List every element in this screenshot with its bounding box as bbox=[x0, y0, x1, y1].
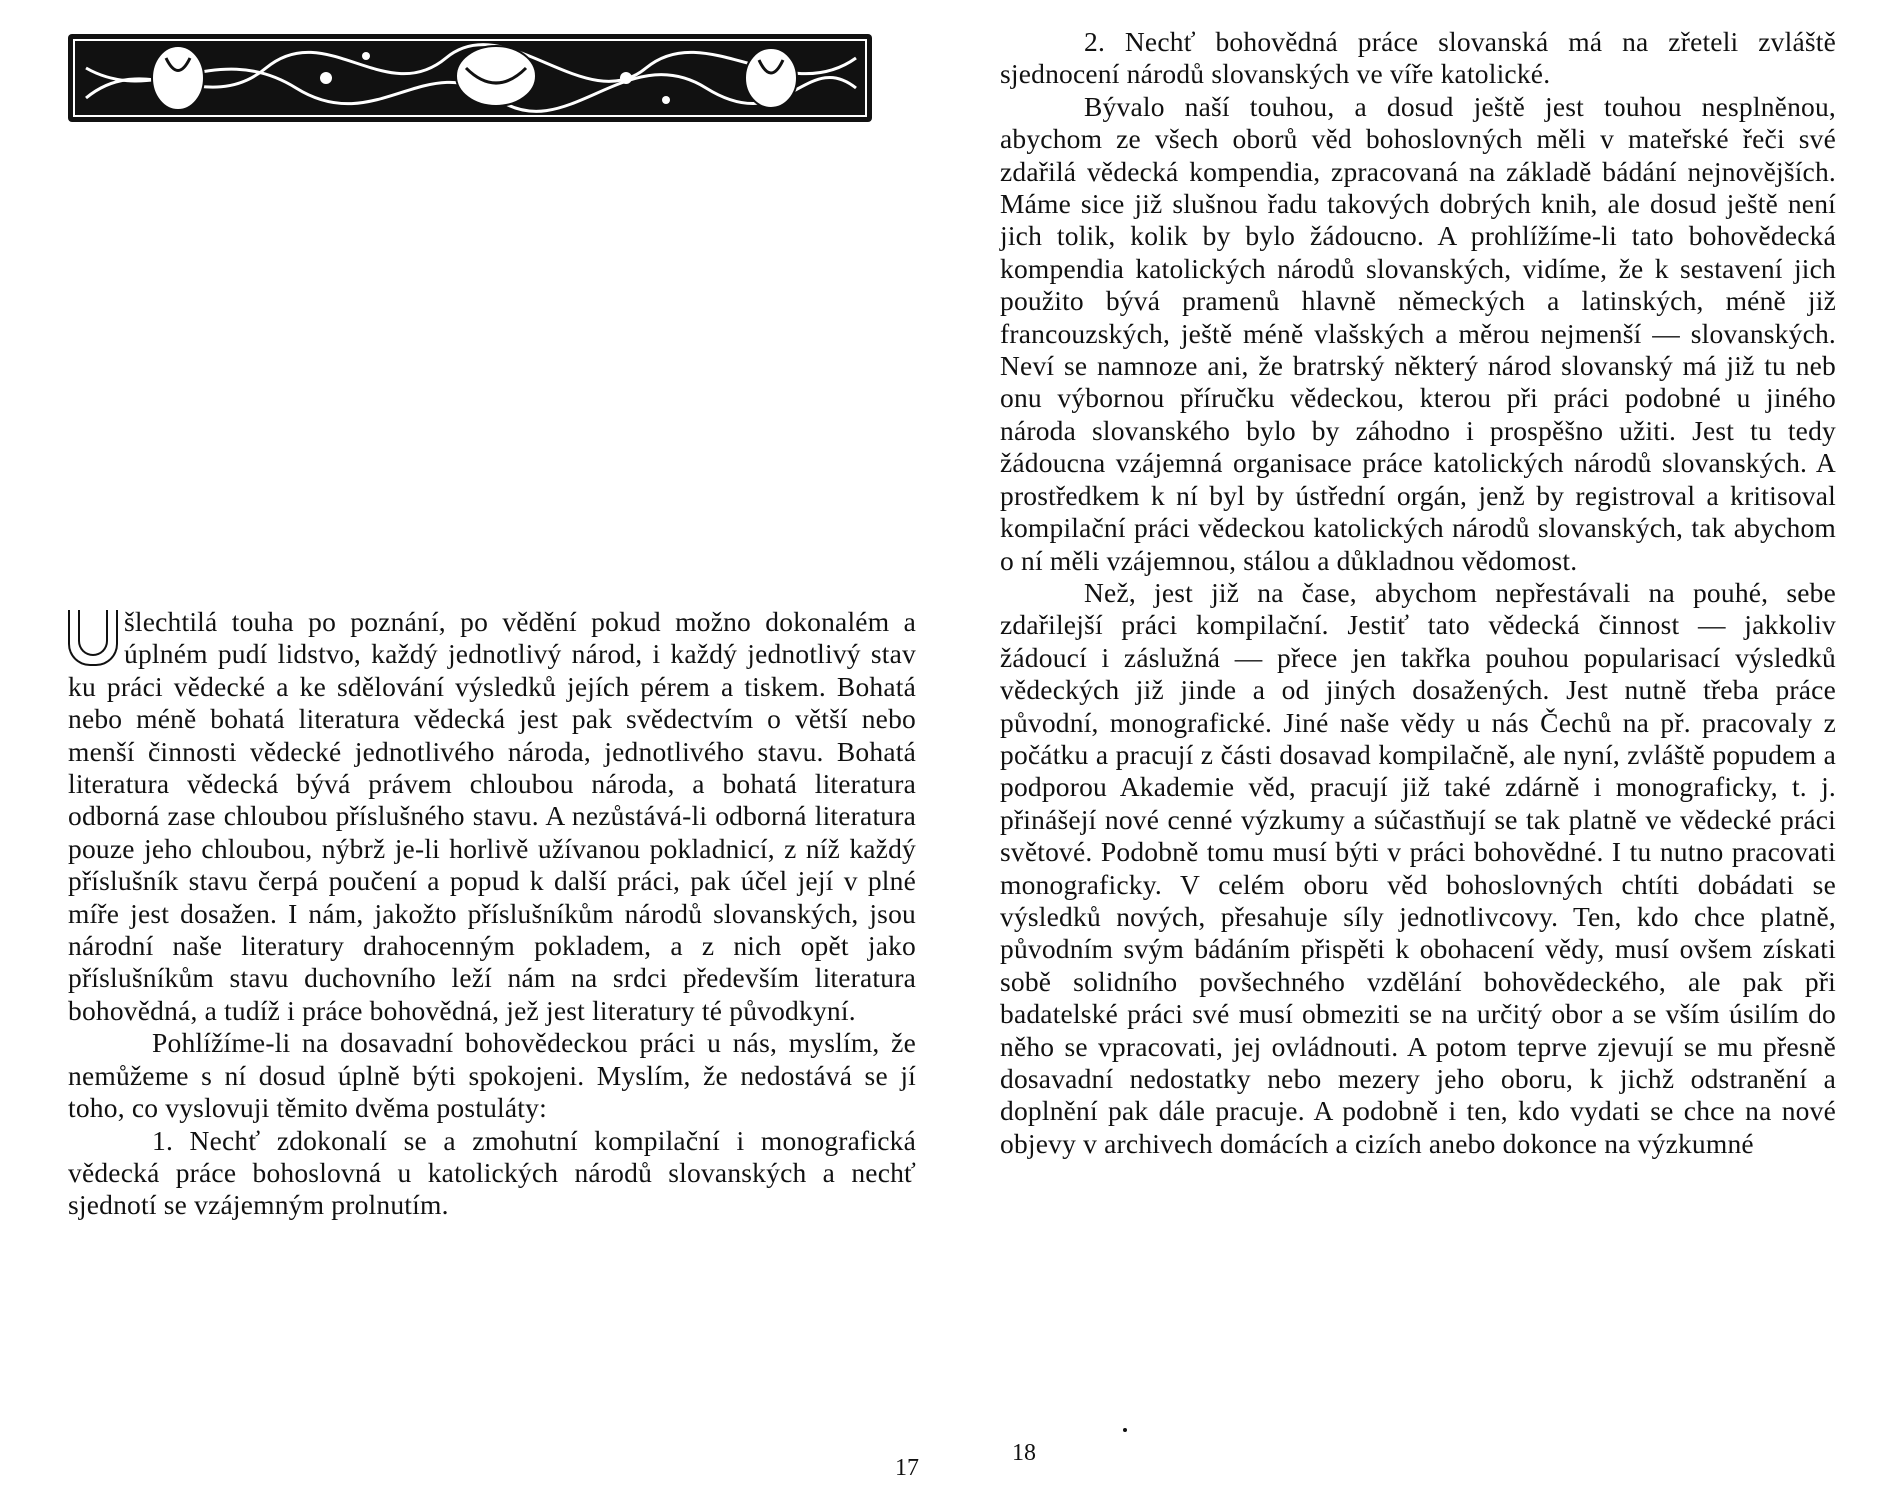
paragraph: šlechtilá touha po poznání, po vědění pokud možno dokonalém a úplném pudí lidstvo, každý jednotlivý národ, i každý jednotlivý stav ku práci vědecké a ke sdělování výsledků jejích pérem a tiskem. Bohatá nebo méně bohatá literatura vědecká jest pak svědectvím o větší nebo menší činnosti vědecké jednotlivého národa, jednotlivého stavu. Bohatá literatura vědecká bývá právem chloubou národa, a bohatá literatura odborná zase chloubou příslušného stavu. A nezůstává-li odborná literatura pouze jeho chloubou, nýbrž je-li horlivě užívanou pokladnicí, z níž každý příslušník stavu čerpá poučení a popud k další práci, pak účel její v plné míře jest dosažen. I nám, jakožto příslušníkům národů slovanských, jsou národní naše literatury drahocenným pokladem, a z nich opět jako příslušníkům stavu duchovního leží nám na srdci především literatura bohovědná, a tudíž i práce bohovědná, jež jest literatury té původkyní. bbox=[68, 606, 916, 1026]
print-speck bbox=[1123, 1428, 1127, 1432]
floral-headpiece-ornament bbox=[66, 28, 874, 128]
right-page bbox=[952, 0, 1904, 1500]
paragraph: Bývalo naší touhou, a dosud ještě jest touhou nesplněnou, abychom ze všech oborů věd bohoslovných měli v mateřské řeči své zdařilá vědecká kompendia, zpracovaná na základě bádání nejnovějších. Máme sice již slušnou řadu takových dobrých knih, ale dosud ještě není jich tolik, kolik by bylo žádoucno. A prohlížíme-li tato bohovědecká kompendia katolických národů slovanských, vidíme, že k sestavení jich použito bývá pramenů hlavně německých a latinských, méně již francouzských, ještě méně vlašských a měrou nejmenší — slovanských. Neví se namnoze ani, že bratrský některý národ slovanský má již tu neb onu výbornou příručku vědeckou, kterou při práci podobné u jiného národa slovanského bylo by záhodno i prospěšno užiti. Jest tu tedy žádoucna vzájemná organisace práce katolických národů slovanských. A prostředkem k ní byl by ústřední orgán, jenž by registroval a kritisoval kompilační práci vědeckou katolických národů slovanských, tak abychom o ní měli vzájemnou, stálou a důkladnou vědomost. bbox=[1000, 90, 1836, 576]
page-number: 18 bbox=[1012, 1440, 1036, 1466]
paragraph: 2. Nechť bohovědná práce slovanská má na zřeteli zvláště sjednocení národů slovanských ve víře katolické. bbox=[1000, 26, 1836, 90]
right-text-column bbox=[1000, 26, 1836, 1160]
drop-cap-ornament bbox=[68, 610, 118, 666]
paragraph: Pohlížíme-li na dosavadní bohovědeckou práci u nás, myslím, že nemůžeme s ní dosud úplně býti spokojeni. Myslím, že nedostává se jí toho, co vyslovuji těmito dvěma postuláty: bbox=[68, 1027, 916, 1124]
paragraph: 1. Nechť zdokonalí se a zmohutní kompilační i monografická vědecká práce bohoslovná u katolických národů slovanských a nechť sjednotí se vzájemným prolnutím. bbox=[68, 1124, 916, 1221]
page-number: 17 bbox=[895, 1455, 919, 1481]
paragraph: Než, jest již na čase, abychom nepřestávali na pouhé, sebe zdařilejší práci kompilační. Jestiť tato vědecká činnost — jakkoliv žádoucí i záslužná — přece jen takřka pouhou popularisací výsledků vědeckých již jinde a od jiných dosažených. Jest nutně třeba práce původní, monografické. Jiné naše vědy u nás Čechů na př. pracovaly z počátku a pracují z části dosavad kompilačně, ale nyní, zvláště popudem a podporou Akademie věd, pracují již také zdárně i monograficky, t. j. přinášejí nové cenné výzkumy a súčastňují se tak platně ve vědecké práci světové. Podobně tomu musí býti v práci bohovědné. I tu nutno pracovati monograficky. V celém oboru věd bohoslovných chtíti dobádati se výsledků nových, přesahuje síly jednotlivcovy. Ten, kdo chce platně, původním svým bádáním přispěti k obohacení vědy, musí ovšem získati sobě solidního povšechného vzdělání bohovědeckého, ale pak při badatelské práci své musí obmeziti se na určitý obor a se vším úsilím do něho se vpracovati, jej ovládnouti. A potom teprve zjevují se mu přesně dosavadní nedostatky nebo mezery jeho oboru, k jichž odstranění a doplnění pak dále pracuje. A podobně i ten, kdo vydati se chce na nové objevy v archivech domácích a cizích anebo dokonce na výzkumné bbox=[1000, 576, 1836, 1159]
left-text-column bbox=[68, 606, 916, 1222]
